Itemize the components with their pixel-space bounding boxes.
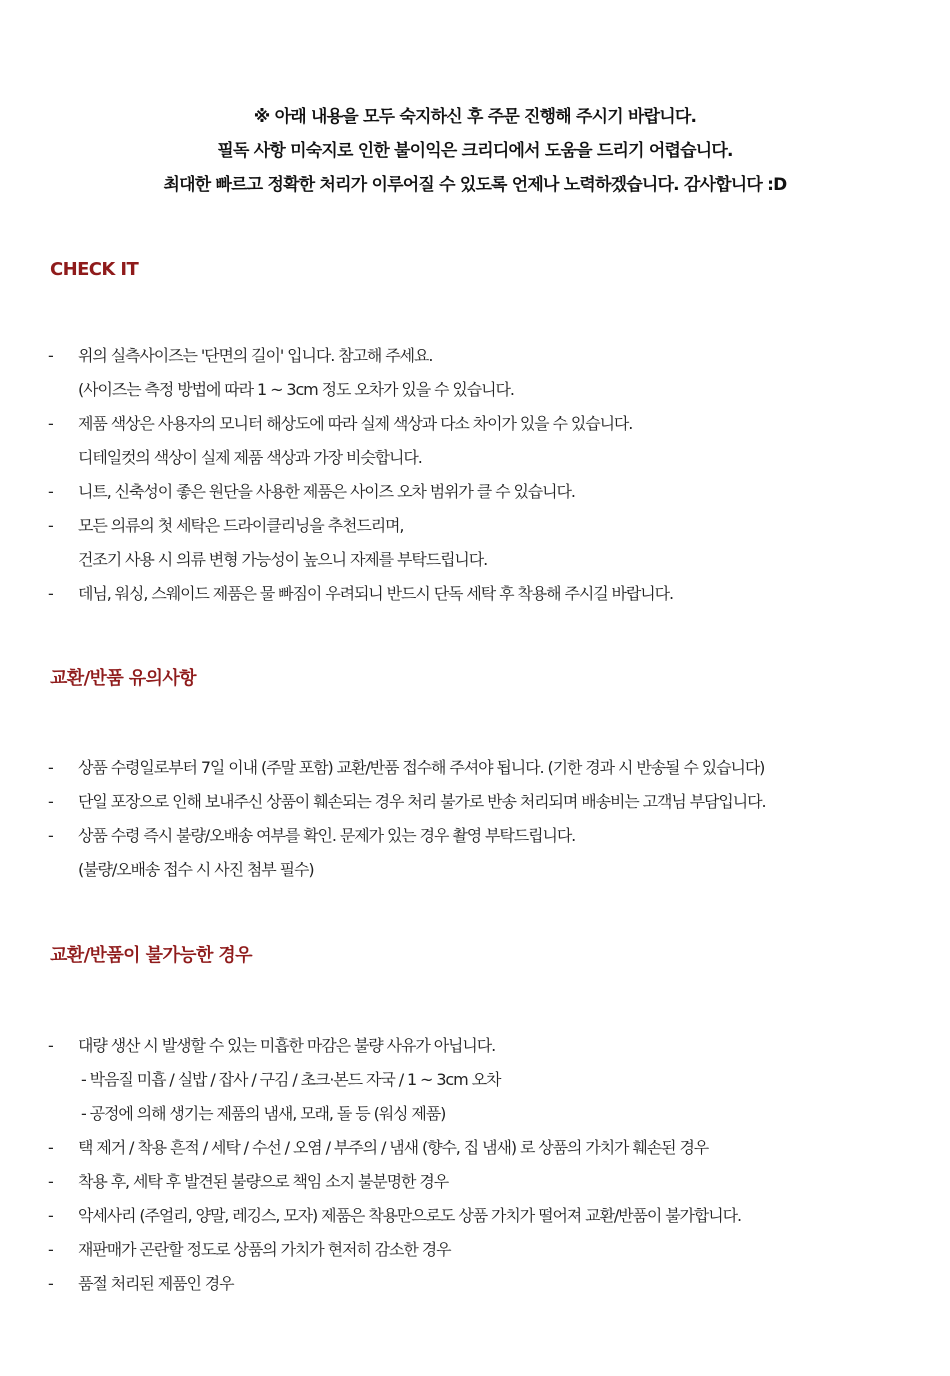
list-item-text: 악세사리 (주얼리, 양말, 레깅스, 모자) 제품은 착용만으로도 상품 가치가 떨어져 교환/반품이 불가합니다. (78, 1206, 741, 1225)
list-item-text: - 박음질 미흡 / 실밥 / 잡사 / 구김 / 초크·본드 자국 / 1 ~ 3cm 오차 (81, 1070, 501, 1089)
list-item (48, 1233, 928, 1267)
bullet-dash: - (48, 1206, 53, 1225)
list-item (48, 1131, 928, 1165)
list-item (48, 1199, 928, 1233)
list-item-text: 디테일컷의 색상이 실제 제품 색상과 가장 비슷합니다. (78, 448, 422, 467)
list-item-continuation (48, 373, 928, 407)
bullet-dash: - (48, 1138, 53, 1157)
bullet-dash: - (48, 482, 53, 501)
exchange-notes-list (48, 751, 928, 887)
notice-line-2: 필독 사항 미숙지로 인한 불이익은 크리디에서 도움을 드리기 어렵습니다. (217, 141, 733, 161)
list-item-text: 택 제거 / 착용 흔적 / 세탁 / 수선 / 오염 / 부주의 / 냄새 (향수, 집 냄새) 로 상품의 가치가 훼손된 경우 (78, 1138, 709, 1157)
not-returnable-list (48, 1029, 928, 1301)
list-item-text: 상품 수령 즉시 불량/오배송 여부를 확인. 문제가 있는 경우 촬영 부탁드립니다. (78, 826, 576, 845)
list-item-text: 건조기 사용 시 의류 변형 가능성이 높으니 자제를 부탁드립니다. (78, 550, 488, 569)
list-item-text: 대량 생산 시 발생할 수 있는 미흡한 마감은 불량 사유가 아닙니다. (78, 1036, 496, 1055)
bullet-dash: - (48, 1274, 53, 1293)
bullet-dash: - (48, 1172, 53, 1191)
list-item (48, 1267, 928, 1301)
list-item (48, 509, 928, 543)
list-item-text: 상품 수령일로부터 7일 이내 (주말 포함) 교환/반품 접수해 주셔야 됩니다. (기한 경과 시 반송될 수 있습니다) (78, 758, 765, 777)
bullet-dash: - (48, 346, 53, 365)
notice-line-1: ※ 아래 내용을 모두 숙지하신 후 주문 진행해 주시기 바랍니다. (253, 107, 697, 127)
check-it-list (48, 339, 928, 611)
list-item (48, 1165, 928, 1199)
list-item-text: (사이즈는 측정 방법에 따라 1 ~ 3cm 정도 오차가 있을 수 있습니다. (78, 380, 514, 399)
section-title-exchange-notes: 교환/반품 유의사항 (50, 668, 196, 689)
notice-block (0, 100, 950, 202)
list-item (48, 407, 928, 441)
list-item (48, 339, 928, 373)
list-item (48, 819, 928, 853)
list-item-text: 위의 실측사이즈는 '단면의 길이' 입니다. 참고해 주세요. (78, 346, 433, 365)
list-item-continuation (48, 853, 928, 887)
list-item-continuation (48, 441, 928, 475)
list-item-text: 품절 처리된 제품인 경우 (78, 1274, 234, 1293)
list-item-continuation (48, 543, 928, 577)
list-item-text: 데님, 워싱, 스웨이드 제품은 물 빠짐이 우려되니 반드시 단독 세탁 후 착용해 주시길 바랍니다. (78, 584, 673, 603)
notice-line-3: 최대한 빠르고 정확한 처리가 이루어질 수 있도록 언제나 노력하겠습니다. 감사합니다 :D (163, 175, 787, 195)
list-subitem (48, 1063, 928, 1097)
list-item-text: 단일 포장으로 인해 보내주신 상품이 훼손되는 경우 처리 불가로 반송 처리되며 배송비는 고객님 부담입니다. (78, 792, 766, 811)
list-item (48, 475, 928, 509)
list-item-text: 착용 후, 세탁 후 발견된 불량으로 책임 소지 불분명한 경우 (78, 1172, 449, 1191)
list-item (48, 577, 928, 611)
bullet-dash: - (48, 758, 53, 777)
bullet-dash: - (48, 584, 53, 603)
list-item-text: - 공정에 의해 생기는 제품의 냄새, 모래, 돌 등 (워싱 제품) (81, 1104, 446, 1123)
list-item (48, 785, 928, 819)
list-item-text: 모든 의류의 첫 세탁은 드라이클리닝을 추천드리며, (78, 516, 404, 535)
list-item (48, 751, 928, 785)
list-item-text: 니트, 신축성이 좋은 원단을 사용한 제품은 사이즈 오차 범위가 클 수 있습니다. (78, 482, 575, 501)
bullet-dash: - (48, 792, 53, 811)
section-title-not-returnable: 교환/반품이 불가능한 경우 (50, 945, 252, 966)
bullet-dash: - (48, 826, 53, 845)
list-item-text: (불량/오배송 접수 시 사진 첨부 필수) (78, 860, 314, 879)
section-title-check-it: CHECK IT (50, 259, 139, 280)
list-subitem (48, 1097, 928, 1131)
list-item-text: 제품 색상은 사용자의 모니터 해상도에 따라 실제 색상과 다소 차이가 있을 수 있습니다. (78, 414, 633, 433)
list-item (48, 1029, 928, 1063)
bullet-dash: - (48, 1240, 53, 1259)
bullet-dash: - (48, 414, 53, 433)
list-item-text: 재판매가 곤란할 정도로 상품의 가치가 현저히 감소한 경우 (78, 1240, 451, 1259)
bullet-dash: - (48, 1036, 53, 1055)
bullet-dash: - (48, 516, 53, 535)
